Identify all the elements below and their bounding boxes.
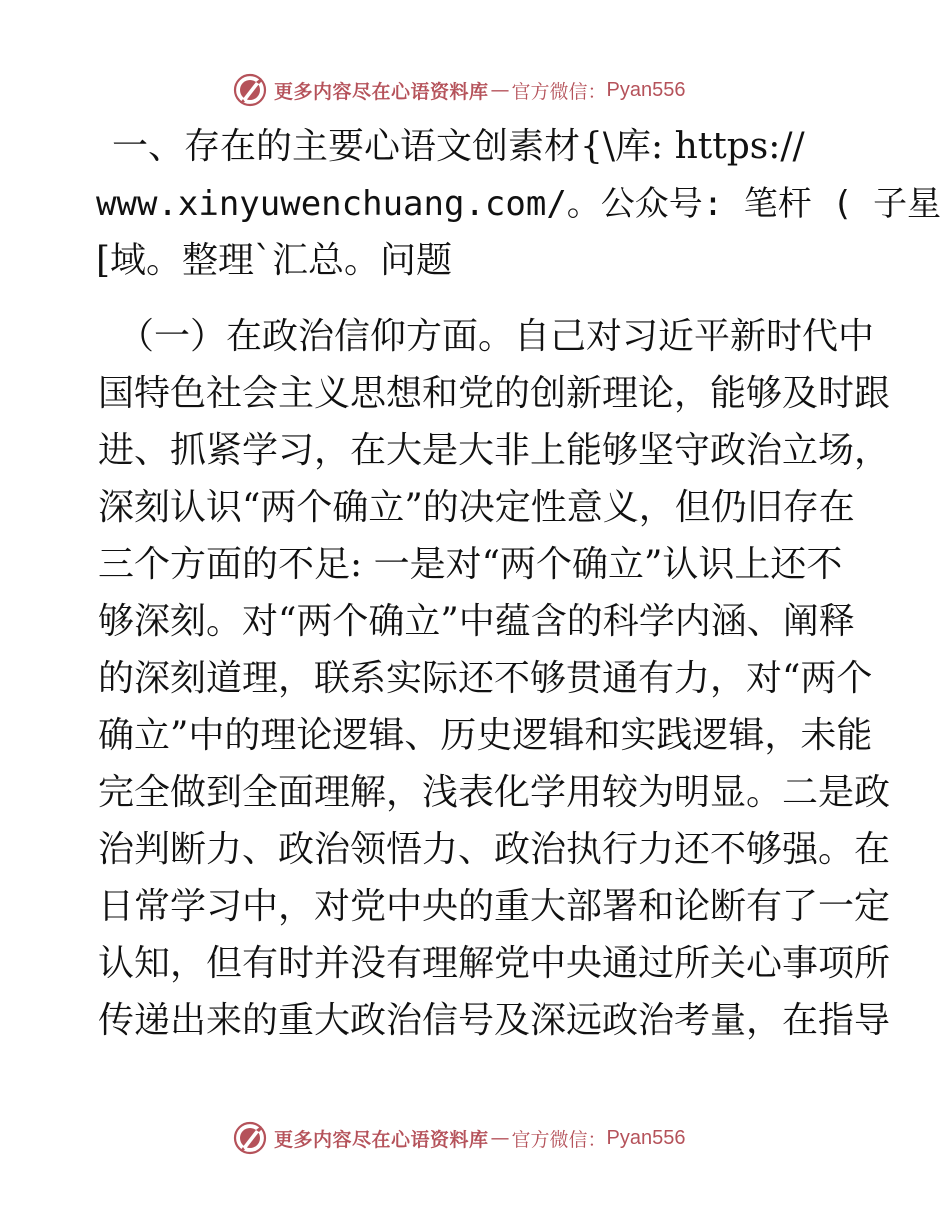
heading-line-3: [域。整理`汇总。问题 bbox=[96, 240, 453, 281]
paragraph-line-9: 完全做到全面理解，浅表化学用较为明显。二是政 bbox=[98, 772, 891, 813]
footer-watermark-banner bbox=[232, 1118, 686, 1158]
banner-tagline: 更多内容尽在心语资料库 bbox=[274, 1128, 489, 1151]
banner-separator: — bbox=[490, 1127, 510, 1149]
header-watermark-banner bbox=[232, 70, 686, 110]
banner-contact-id: Pyan556 bbox=[606, 78, 686, 101]
paragraph-line-4: 深刻认识“两个确立”的决定性意义，但仍旧存在 bbox=[98, 487, 855, 528]
heading-line-1: 一、存在的主要心语文创素材{\库: https:// bbox=[112, 126, 805, 167]
paragraph-line-5: 三个方面的不足: 一是对“两个确立”认识上还不 bbox=[98, 544, 843, 585]
paragraph-line-10: 治判断力、政治领悟力、政治执行力还不够强。在 bbox=[98, 829, 891, 870]
paragraph-line-1: （一）在政治信仰方面。自己对习近平新时代中 bbox=[118, 316, 875, 357]
paragraph-line-7: 的深刻道理，联系实际还不够贯通有力，对“两个 bbox=[98, 658, 873, 699]
banner-separator: — bbox=[490, 79, 510, 101]
pen-logo-icon bbox=[232, 72, 268, 108]
paragraph-line-6: 够深刻。对“两个确立”中蕴含的科学内涵、阐释 bbox=[98, 601, 855, 642]
paragraph-line-12: 认知，但有时并没有理解党中央通过所关心事项所 bbox=[98, 943, 891, 984]
banner-contact-label: 官方微信： bbox=[511, 1128, 607, 1151]
paragraph-line-13: 传递出来的重大政治信号及深远政治考量，在指导 bbox=[98, 1000, 891, 1041]
heading-line-2: www.xinyuwenchuang.com/。公众号: 笔杆 ( 子星 bbox=[96, 184, 942, 224]
pen-logo-icon bbox=[232, 1120, 268, 1156]
banner-contact-id: Pyan556 bbox=[606, 1126, 686, 1149]
paragraph-line-3: 进、抓紧学习，在大是大非上能够坚守政治立场， bbox=[98, 430, 891, 471]
banner-contact-label: 官方微信： bbox=[511, 80, 607, 103]
paragraph-line-8: 确立”中的理论逻辑、历史逻辑和实践逻辑，未能 bbox=[98, 715, 873, 756]
paragraph-line-11: 日常学习中，对党中央的重大部署和论断有了一定 bbox=[98, 886, 891, 927]
paragraph-line-2: 国特色社会主义思想和党的创新理论，能够及时跟 bbox=[98, 373, 891, 414]
banner-tagline: 更多内容尽在心语资料库 bbox=[274, 80, 489, 103]
